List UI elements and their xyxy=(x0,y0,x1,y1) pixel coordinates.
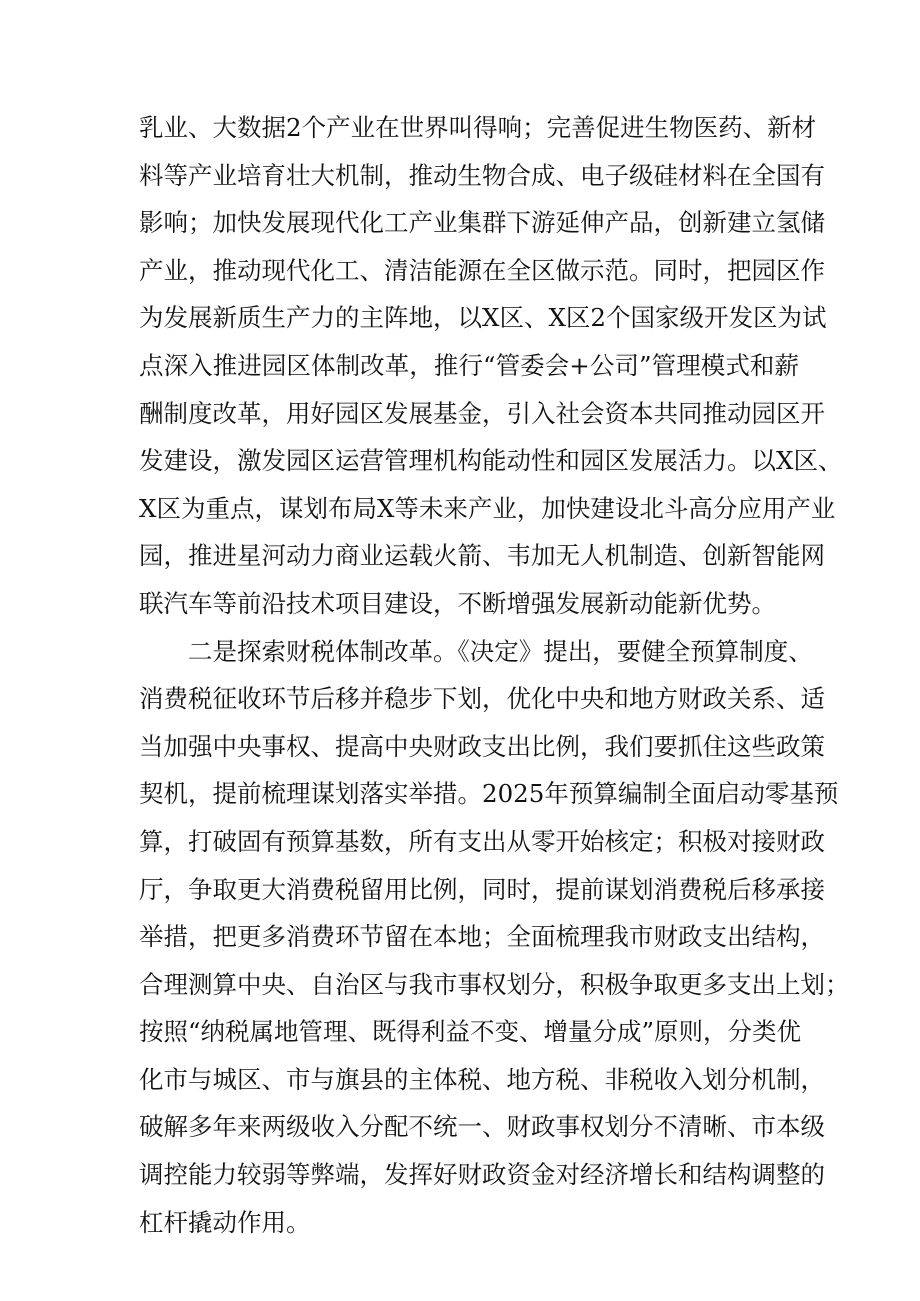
text-line: 算，打破固有预算基数，所有支出从零开始核定；积极对接财政 xyxy=(139,826,825,856)
text-line: 料等产业培育壮大机制，推动生物合成、电子级硅材料在全国有 xyxy=(139,160,825,190)
text-line: 为发展新质生产力的主阵地，以X区、X区2个国家级开发区为试 xyxy=(139,303,827,333)
paragraph-last-line: 杠杆撬动作用。 xyxy=(139,1207,311,1237)
text-line: 酬制度改革，用好园区发展基金，引入社会资本共同推动园区开 xyxy=(139,398,825,428)
text-line: 当加强中央事权、提高中央财政支出比例，我们要抓住这些政策 xyxy=(139,731,825,761)
text-line: 消费税征收环节后移并稳步下划，优化中央和地方财政关系、适 xyxy=(139,684,825,714)
text-line: 举措，把更多消费环节留在本地；全面梳理我市财政支出结构， xyxy=(139,922,825,952)
text-line: 厅，争取更大消费税留用比例，同时，提前谋划消费税后移承接 xyxy=(139,874,825,904)
text-line: 按照“纳税属地管理、既得利益不变、增量分成”原则，分类优 xyxy=(139,1017,802,1047)
body-text xyxy=(139,104,850,1246)
text-line: 产业，推动现代化工、清洁能源在全区做示范。同时，把园区作 xyxy=(139,255,825,285)
text-line: 合理测算中央、自治区与我市事权划分，积极争取更多支出上划； xyxy=(139,969,850,999)
paragraph-last-line: 联汽车等前沿技术项目建设，不断增强发展新动能新优势。 xyxy=(139,588,776,618)
text-line: 契机，提前梳理谋划落实举措。2025年预算编制全面启动零基预 xyxy=(139,779,839,809)
text-line: 点深入推进园区体制改革，推行“管委会+公司”管理模式和薪 xyxy=(139,350,799,380)
text-line: 园，推进星河动力商业运载火箭、韦加无人机制造、创新智能网 xyxy=(139,541,825,571)
text-line: 影响；加快发展现代化工产业集群下游延伸产品，创新建立氢储 xyxy=(139,208,825,238)
text-line: 化市与城区、市与旗县的主体税、地方税、非税收入划分机制， xyxy=(139,1064,825,1094)
text-line: 乳业、大数据2个产业在世界叫得响；完善促进生物医药、新材 xyxy=(139,113,817,142)
text-line: 破解多年来两级收入分配不统一、财政事权划分不清晰、市本级 xyxy=(139,1112,825,1142)
paragraph-first-line: 二是探索财税体制改革。《决定》提出，要健全预算制度、 xyxy=(188,636,813,666)
text-line: 发建设，激发园区运营管理机构能动性和园区发展活力。以X区、 xyxy=(139,446,843,476)
text-line: 调控能力较弱等弊端，发挥好财政资金对经济增长和结构调整的 xyxy=(139,1160,825,1190)
text-line: X区为重点，谋划布局X等未来产业，加快建设北斗高分应用产业 xyxy=(139,493,836,523)
